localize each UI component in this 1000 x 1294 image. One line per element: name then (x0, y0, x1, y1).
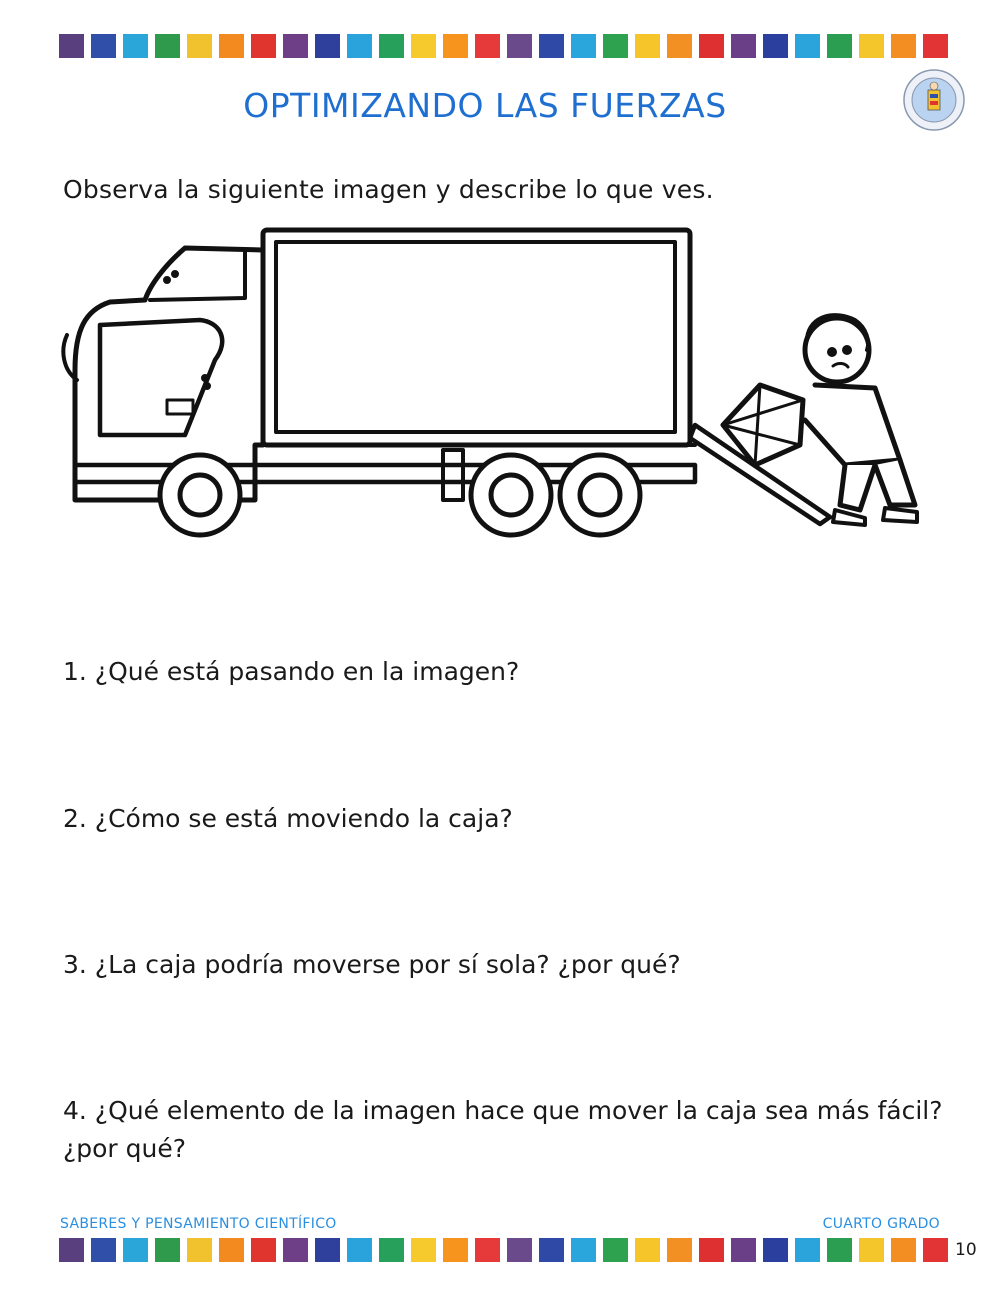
question-4: 4. ¿Qué elemento de la imagen hace que mover la caja sea más fácil? ¿por qué? (63, 1096, 943, 1163)
footer-grade: CUARTO GRADO (822, 1216, 940, 1232)
color-square (795, 1238, 820, 1262)
color-square (123, 1238, 148, 1262)
color-square (539, 1238, 564, 1262)
color-square (315, 1238, 340, 1262)
color-square (603, 1238, 628, 1262)
color-square (827, 34, 852, 58)
question-3: 3. ¿La caja podría moverse por sí sola? ¿por qué? (63, 950, 681, 979)
color-square (539, 34, 564, 58)
color-square (827, 1238, 852, 1262)
color-square (59, 34, 84, 58)
color-square (635, 34, 660, 58)
color-square (763, 1238, 788, 1262)
question-1: 1. ¿Qué está pasando en la imagen? (63, 657, 520, 686)
color-square (443, 1238, 468, 1262)
color-square (699, 34, 724, 58)
color-square (571, 1238, 596, 1262)
color-square (891, 34, 916, 58)
color-square (315, 34, 340, 58)
color-square (59, 1238, 84, 1262)
color-square (155, 1238, 180, 1262)
truck-ramp-boy-pushing-box-illustration (55, 220, 930, 540)
color-square (347, 1238, 372, 1262)
color-square (923, 34, 948, 58)
page-title: OPTIMIZANDO LAS FUERZAS (243, 86, 727, 126)
color-square (91, 34, 116, 58)
color-square (411, 34, 436, 58)
color-square (283, 1238, 308, 1262)
bottom-color-border (59, 1238, 941, 1262)
truck-cargo-box (263, 230, 690, 445)
color-square (251, 1238, 276, 1262)
color-square (283, 34, 308, 58)
color-square (219, 1238, 244, 1262)
color-square (379, 1238, 404, 1262)
color-square (123, 34, 148, 58)
color-square (443, 34, 468, 58)
color-square (475, 1238, 500, 1262)
color-square (763, 34, 788, 58)
page-number: 10 (955, 1240, 977, 1260)
color-square (731, 1238, 756, 1262)
color-square (859, 34, 884, 58)
color-square (475, 34, 500, 58)
color-square (187, 34, 212, 58)
instruction-text: Observa la siguiente imagen y describe lo que ves. (63, 174, 714, 204)
footer-subject: SABERES Y PENSAMIENTO CIENTÍFICO (60, 1216, 337, 1232)
color-square (219, 34, 244, 58)
boy-character (805, 315, 917, 525)
color-square (571, 34, 596, 58)
color-square (891, 1238, 916, 1262)
color-square (635, 1238, 660, 1262)
color-square (91, 1238, 116, 1262)
color-square (187, 1238, 212, 1262)
color-square (699, 1238, 724, 1262)
question-2: 2. ¿Cómo se está moviendo la caja? (63, 804, 513, 833)
truck-cab (63, 248, 263, 500)
material-didactico-seal-icon (902, 68, 966, 132)
color-square (603, 34, 628, 58)
color-square (923, 1238, 948, 1262)
color-square (347, 34, 372, 58)
color-square (667, 34, 692, 58)
color-square (795, 34, 820, 58)
color-square (507, 34, 532, 58)
color-square (251, 34, 276, 58)
color-square (507, 1238, 532, 1262)
color-square (667, 1238, 692, 1262)
color-square (731, 34, 756, 58)
color-square (155, 34, 180, 58)
top-color-border (59, 34, 941, 58)
color-square (859, 1238, 884, 1262)
color-square (379, 34, 404, 58)
color-square (411, 1238, 436, 1262)
